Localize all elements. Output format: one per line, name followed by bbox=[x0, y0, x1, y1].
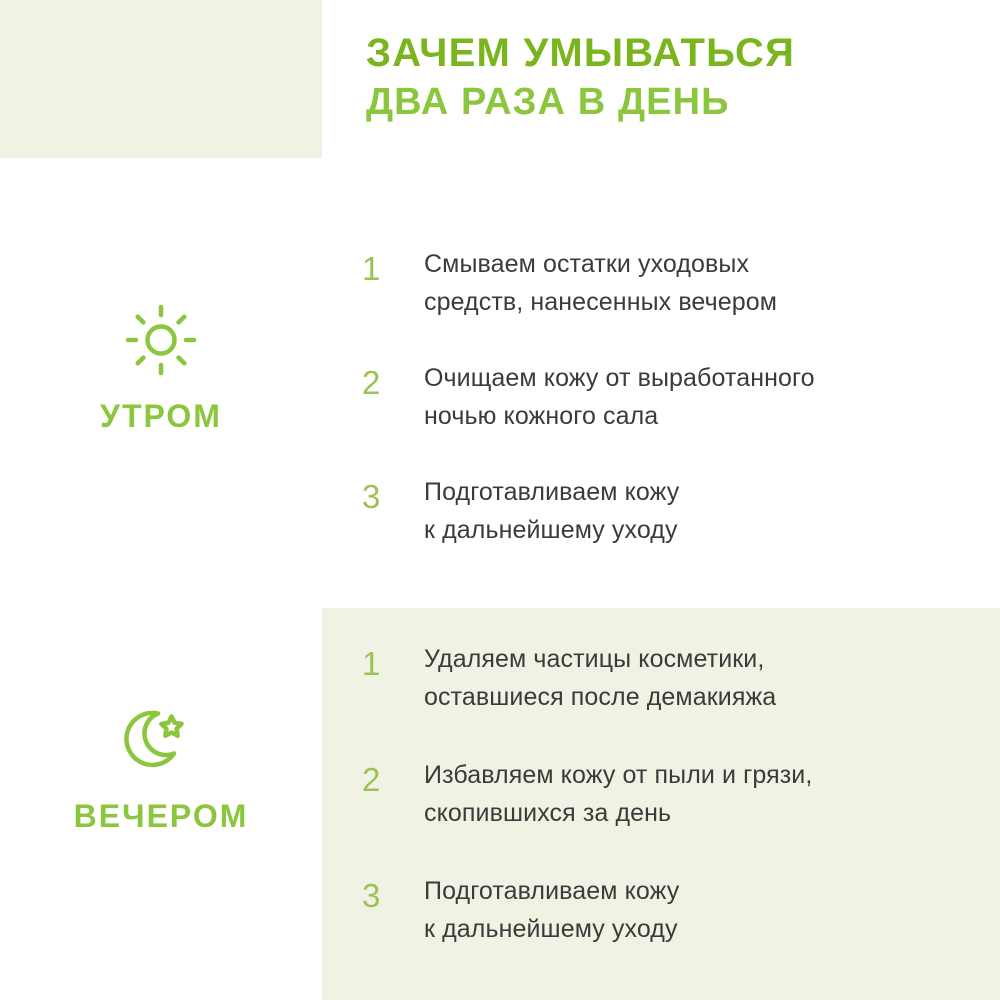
list-item-text: Смываем остатки уходовых средств, нанесенных вечером bbox=[424, 250, 778, 316]
section-label-evening bbox=[0, 700, 322, 835]
list-item-number: 1 bbox=[362, 645, 381, 682]
section-label-morning bbox=[0, 300, 322, 435]
list-item-text: Подготавливаем кожу к дальнейшему уходу bbox=[424, 877, 680, 943]
header-background-block bbox=[0, 0, 322, 158]
moon-star-icon bbox=[0, 700, 322, 780]
list-item bbox=[362, 359, 962, 435]
morning-list bbox=[362, 245, 962, 549]
title-line-2: ДВА РАЗА В ДЕНЬ bbox=[366, 81, 730, 123]
list-item-number: 3 bbox=[362, 478, 381, 515]
sun-icon bbox=[0, 300, 322, 380]
section-label-text-evening: ВЕЧЕРОМ bbox=[73, 798, 249, 834]
list-item bbox=[362, 640, 962, 716]
evening-list bbox=[362, 640, 962, 988]
list-item-text: Очищаем кожу от выработанного ночью кожного сала bbox=[424, 364, 815, 430]
list-item-text: Удаляем частицы косметики, оставшиеся после демакияжа bbox=[424, 645, 777, 711]
page-title bbox=[366, 30, 966, 126]
list-item bbox=[362, 473, 962, 549]
list-item-text: Подготавливаем кожу к дальнейшему уходу bbox=[424, 478, 680, 544]
list-item-number: 2 bbox=[362, 364, 381, 401]
list-item bbox=[362, 872, 962, 948]
title-line-1: ЗАЧЕМ УМЫВАТЬСЯ bbox=[366, 31, 796, 75]
list-item-number: 3 bbox=[362, 877, 381, 914]
list-item-number: 1 bbox=[362, 250, 381, 287]
list-item-text: Избавляем кожу от пыли и грязи, скопившихся за день bbox=[424, 761, 813, 827]
section-label-text-morning: УТРОМ bbox=[100, 398, 222, 434]
list-item-number: 2 bbox=[362, 761, 381, 798]
list-item bbox=[362, 756, 962, 832]
list-item bbox=[362, 245, 962, 321]
